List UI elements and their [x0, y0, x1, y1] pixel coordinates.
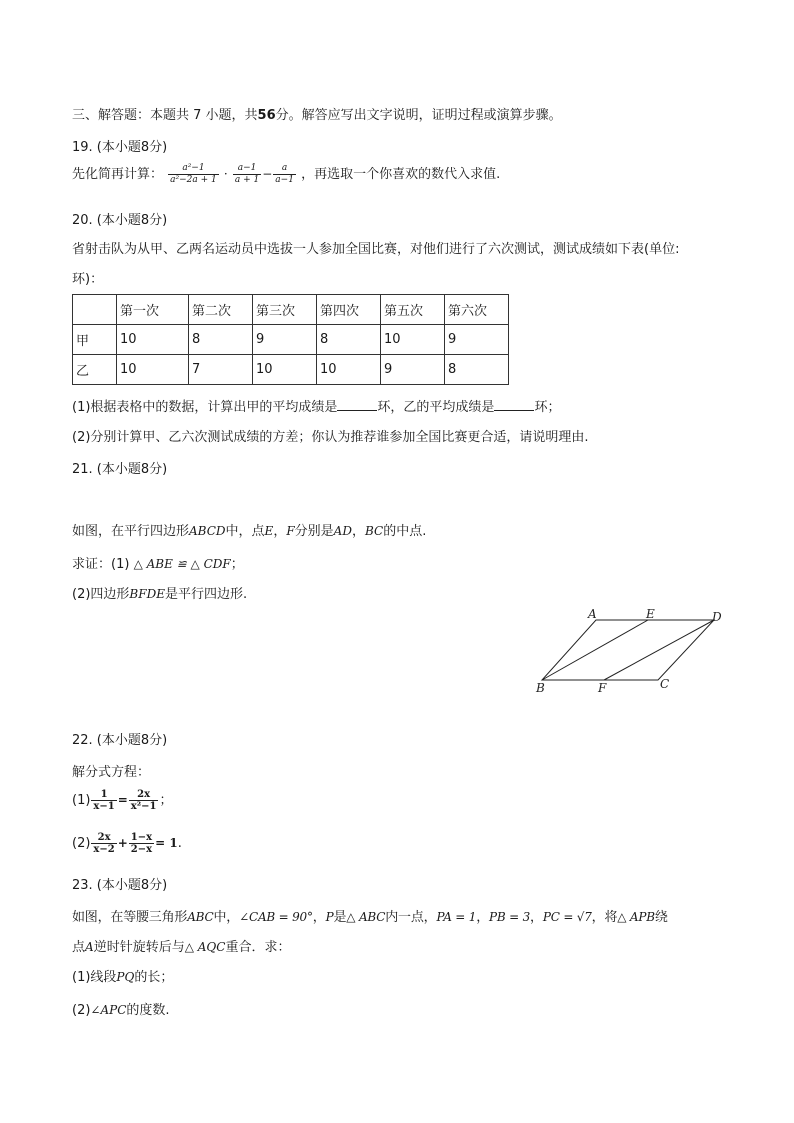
table-cell: 10	[317, 355, 381, 385]
q22-e1-right	[129, 789, 159, 812]
q23-l1-b: 中，	[213, 910, 240, 925]
q20-sub1-c: 环；	[534, 400, 561, 415]
table-header-cell: 第二次	[189, 295, 253, 325]
q21-l1-c: ，	[273, 524, 287, 539]
q20-sub2: (2)分别计算甲、乙六次测试成绩的方差；你认为推荐谁参加全国比赛更合适，请说明理由.	[72, 430, 589, 445]
q21-bc: BC	[364, 524, 384, 538]
q19-f2-den: a + 1	[234, 175, 260, 185]
q19-lead: 先化简再计算：	[72, 167, 164, 182]
q22-e1-l-num: 1	[91, 789, 116, 801]
q22-e2-b-den: 2−x	[130, 844, 153, 855]
q22-e2-a-num: 2x	[91, 832, 116, 844]
q23-l2-b: 逆时针旋转后与	[93, 940, 185, 955]
q21-l1-b: 中，点	[225, 524, 265, 539]
label-c: C	[660, 677, 670, 691]
q22-lead: 解分式方程：	[72, 765, 151, 780]
table-header-cell: 第三次	[253, 295, 317, 325]
q23-angle-apc: ∠APC	[90, 1003, 127, 1017]
table-cell: 10	[381, 325, 445, 355]
q23-l4-a: (2)	[72, 1003, 91, 1018]
q19-f1-num: a²−1	[168, 163, 219, 175]
q23-l1-g: ，	[530, 910, 543, 925]
q22-e2-pre: (2)	[72, 836, 91, 851]
q23-l3-b: 的长；	[134, 970, 174, 985]
q20-text-line2: 环)：	[72, 272, 104, 287]
section-heading	[72, 104, 562, 123]
q22-e1-r-num: 2x	[129, 789, 159, 801]
q22-equation-2	[72, 832, 182, 855]
q21-l3-b: 是平行四边形.	[164, 587, 248, 602]
q23-angle-cab: ∠CAB = 90°	[239, 910, 313, 924]
table-header-cell	[73, 295, 117, 325]
label-f: F	[598, 681, 607, 695]
section-score: 56	[257, 108, 276, 123]
q22-e2-a-den: x−2	[93, 844, 115, 855]
q19-f1-den: a²−2a + 1	[170, 175, 217, 185]
q22-e2-a	[91, 832, 116, 855]
q22-e1-pre: (1)	[72, 793, 91, 808]
q21-header: 21. (本小题8分)	[72, 462, 168, 477]
q22-e1-eq: =	[117, 793, 128, 807]
q22-e2-rhs: = 1	[155, 836, 178, 850]
q23-l1-d: 是	[333, 910, 347, 925]
table-header-cell: 第六次	[445, 295, 509, 325]
q22-e1-r-den: x²−1	[130, 801, 157, 812]
q23-l1-c: ，	[312, 910, 326, 925]
q23-l1-f: ，	[476, 910, 490, 925]
q23-l4-b: 的度数.	[126, 1003, 170, 1018]
segment-fd	[604, 620, 714, 680]
q21-l3-a: (2)四边形	[72, 587, 130, 602]
table-cell: 9	[253, 325, 317, 355]
q23-l1-e: 内一点，	[385, 910, 437, 925]
q19-header: 19. (本小题8分)	[72, 140, 168, 155]
q22-e1-left	[91, 789, 116, 812]
table-cell: 10	[253, 355, 317, 385]
table-cell: 8	[317, 325, 381, 355]
q19-dot: ·	[223, 167, 228, 181]
parallelogram-figure	[528, 602, 728, 698]
q21-congruence: △ ABE ≌ △ CDF	[133, 557, 231, 571]
q21-l1-e2: ，	[351, 524, 365, 539]
q23-l2-a: 点	[72, 940, 86, 955]
q21-l1-a: 如图，在平行四边形	[72, 524, 190, 539]
answer-blank-2[interactable]	[494, 398, 534, 411]
q19-statement	[72, 163, 500, 186]
q22-e2-plus: +	[117, 836, 128, 850]
q23-triangle-aqc: △ AQC	[184, 940, 226, 954]
q23-p: P	[325, 910, 334, 924]
q20-sub1-a: (1)根据表格中的数据，计算出甲的平均成绩是	[72, 400, 338, 415]
section-heading-pre: 三、解答题：本题共 7 小题，共	[72, 108, 258, 123]
q23-point-a: A	[85, 940, 94, 954]
answer-blank-1[interactable]	[337, 398, 377, 411]
q23-l1-i: 绕	[654, 910, 668, 925]
q23-triangle-abc: △ ABC	[346, 910, 386, 924]
q23-pq: PQ	[116, 970, 135, 984]
table-cell: 甲	[73, 325, 117, 355]
q23-triangle-apb: △ APB	[617, 910, 655, 924]
q22-e2-b-num: 1−x	[130, 832, 153, 843]
table-cell: 乙	[73, 355, 117, 385]
q21-l2-b: ；	[230, 557, 244, 572]
table-cell: 8	[445, 355, 509, 385]
q23-l1-a: 如图，在等腰三角形	[72, 910, 188, 925]
q21-line2	[72, 553, 244, 572]
table-cell: 8	[189, 325, 253, 355]
q22-e1-l-den: x−1	[93, 801, 115, 812]
q21-l2-a: 求证：(1)	[72, 557, 130, 572]
q23-line1	[72, 906, 668, 925]
q19-fraction-3	[273, 163, 296, 186]
label-d: D	[712, 610, 722, 624]
table-header-row	[73, 295, 509, 325]
scores-table	[72, 294, 509, 385]
label-e: E	[646, 607, 655, 621]
q21-ad: AD	[333, 524, 352, 538]
q23-line3	[72, 966, 173, 985]
table-cell: 9	[445, 325, 509, 355]
q21-f: F	[286, 524, 295, 538]
q22-e2-b	[129, 832, 154, 855]
parallelogram-abcd	[542, 620, 714, 680]
table-header-cell: 第一次	[117, 295, 189, 325]
table-header-cell: 第五次	[381, 295, 445, 325]
q22-header: 22. (本小题8分)	[72, 733, 168, 748]
table-row	[73, 355, 509, 385]
q23-abc: ABC	[187, 910, 214, 924]
q19-f3-den: a−1	[275, 175, 294, 185]
q19-f3-num: a	[273, 163, 296, 175]
q22-e1-end: ；	[159, 793, 173, 808]
table-header-cell: 第四次	[317, 295, 381, 325]
q22-e2-end: .	[177, 836, 182, 851]
q23-pa: PA = 1	[436, 910, 477, 924]
q21-l1-d: 分别是	[294, 524, 334, 539]
q19-fraction-1	[168, 163, 219, 186]
table-cell: 7	[189, 355, 253, 385]
table-cell: 10	[117, 325, 189, 355]
q23-line4	[72, 999, 170, 1018]
q23-line2	[72, 936, 290, 955]
q20-header: 20. (本小题8分)	[72, 213, 168, 228]
q19-f2-num: a−1	[233, 163, 261, 175]
q21-e: E	[264, 524, 274, 538]
segment-be	[542, 620, 648, 680]
q22-equation-1	[72, 789, 173, 812]
q23-pc: PC = √7	[542, 910, 592, 924]
q19-fraction-2	[233, 163, 261, 186]
table-row	[73, 325, 509, 355]
q19-tail: ，再选取一个你喜欢的数代入求值.	[301, 167, 501, 182]
q21-line1	[72, 520, 426, 539]
table-cell: 10	[117, 355, 189, 385]
q23-l3-a: (1)线段	[72, 970, 117, 985]
table-cell: 9	[381, 355, 445, 385]
q21-bfde: BFDE	[129, 587, 165, 601]
q21-abcd: ABCD	[189, 524, 226, 538]
section-heading-post: 分。解答应写出文字说明，证明过程或演算步骤。	[275, 108, 562, 123]
q20-sub1	[72, 396, 560, 415]
q21-line3	[72, 583, 247, 602]
q23-l2-c: 重合．求：	[225, 940, 291, 955]
label-a: A	[588, 607, 597, 621]
q20-text-line1: 省射击队为从甲、乙两名运动员中选拔一人参加全国比赛，对他们进行了六次测试，测试成绩如下表(单位:	[72, 242, 680, 257]
label-b: B	[536, 681, 545, 695]
q23-l1-h: ，将	[591, 910, 618, 925]
q23-pb: PB = 3	[489, 910, 531, 924]
q21-l1-f2: 的中点.	[383, 524, 427, 539]
q19-minus: −	[262, 167, 273, 181]
q23-header: 23. (本小题8分)	[72, 878, 168, 893]
q20-sub1-b: 环，乙的平均成绩是	[377, 400, 495, 415]
